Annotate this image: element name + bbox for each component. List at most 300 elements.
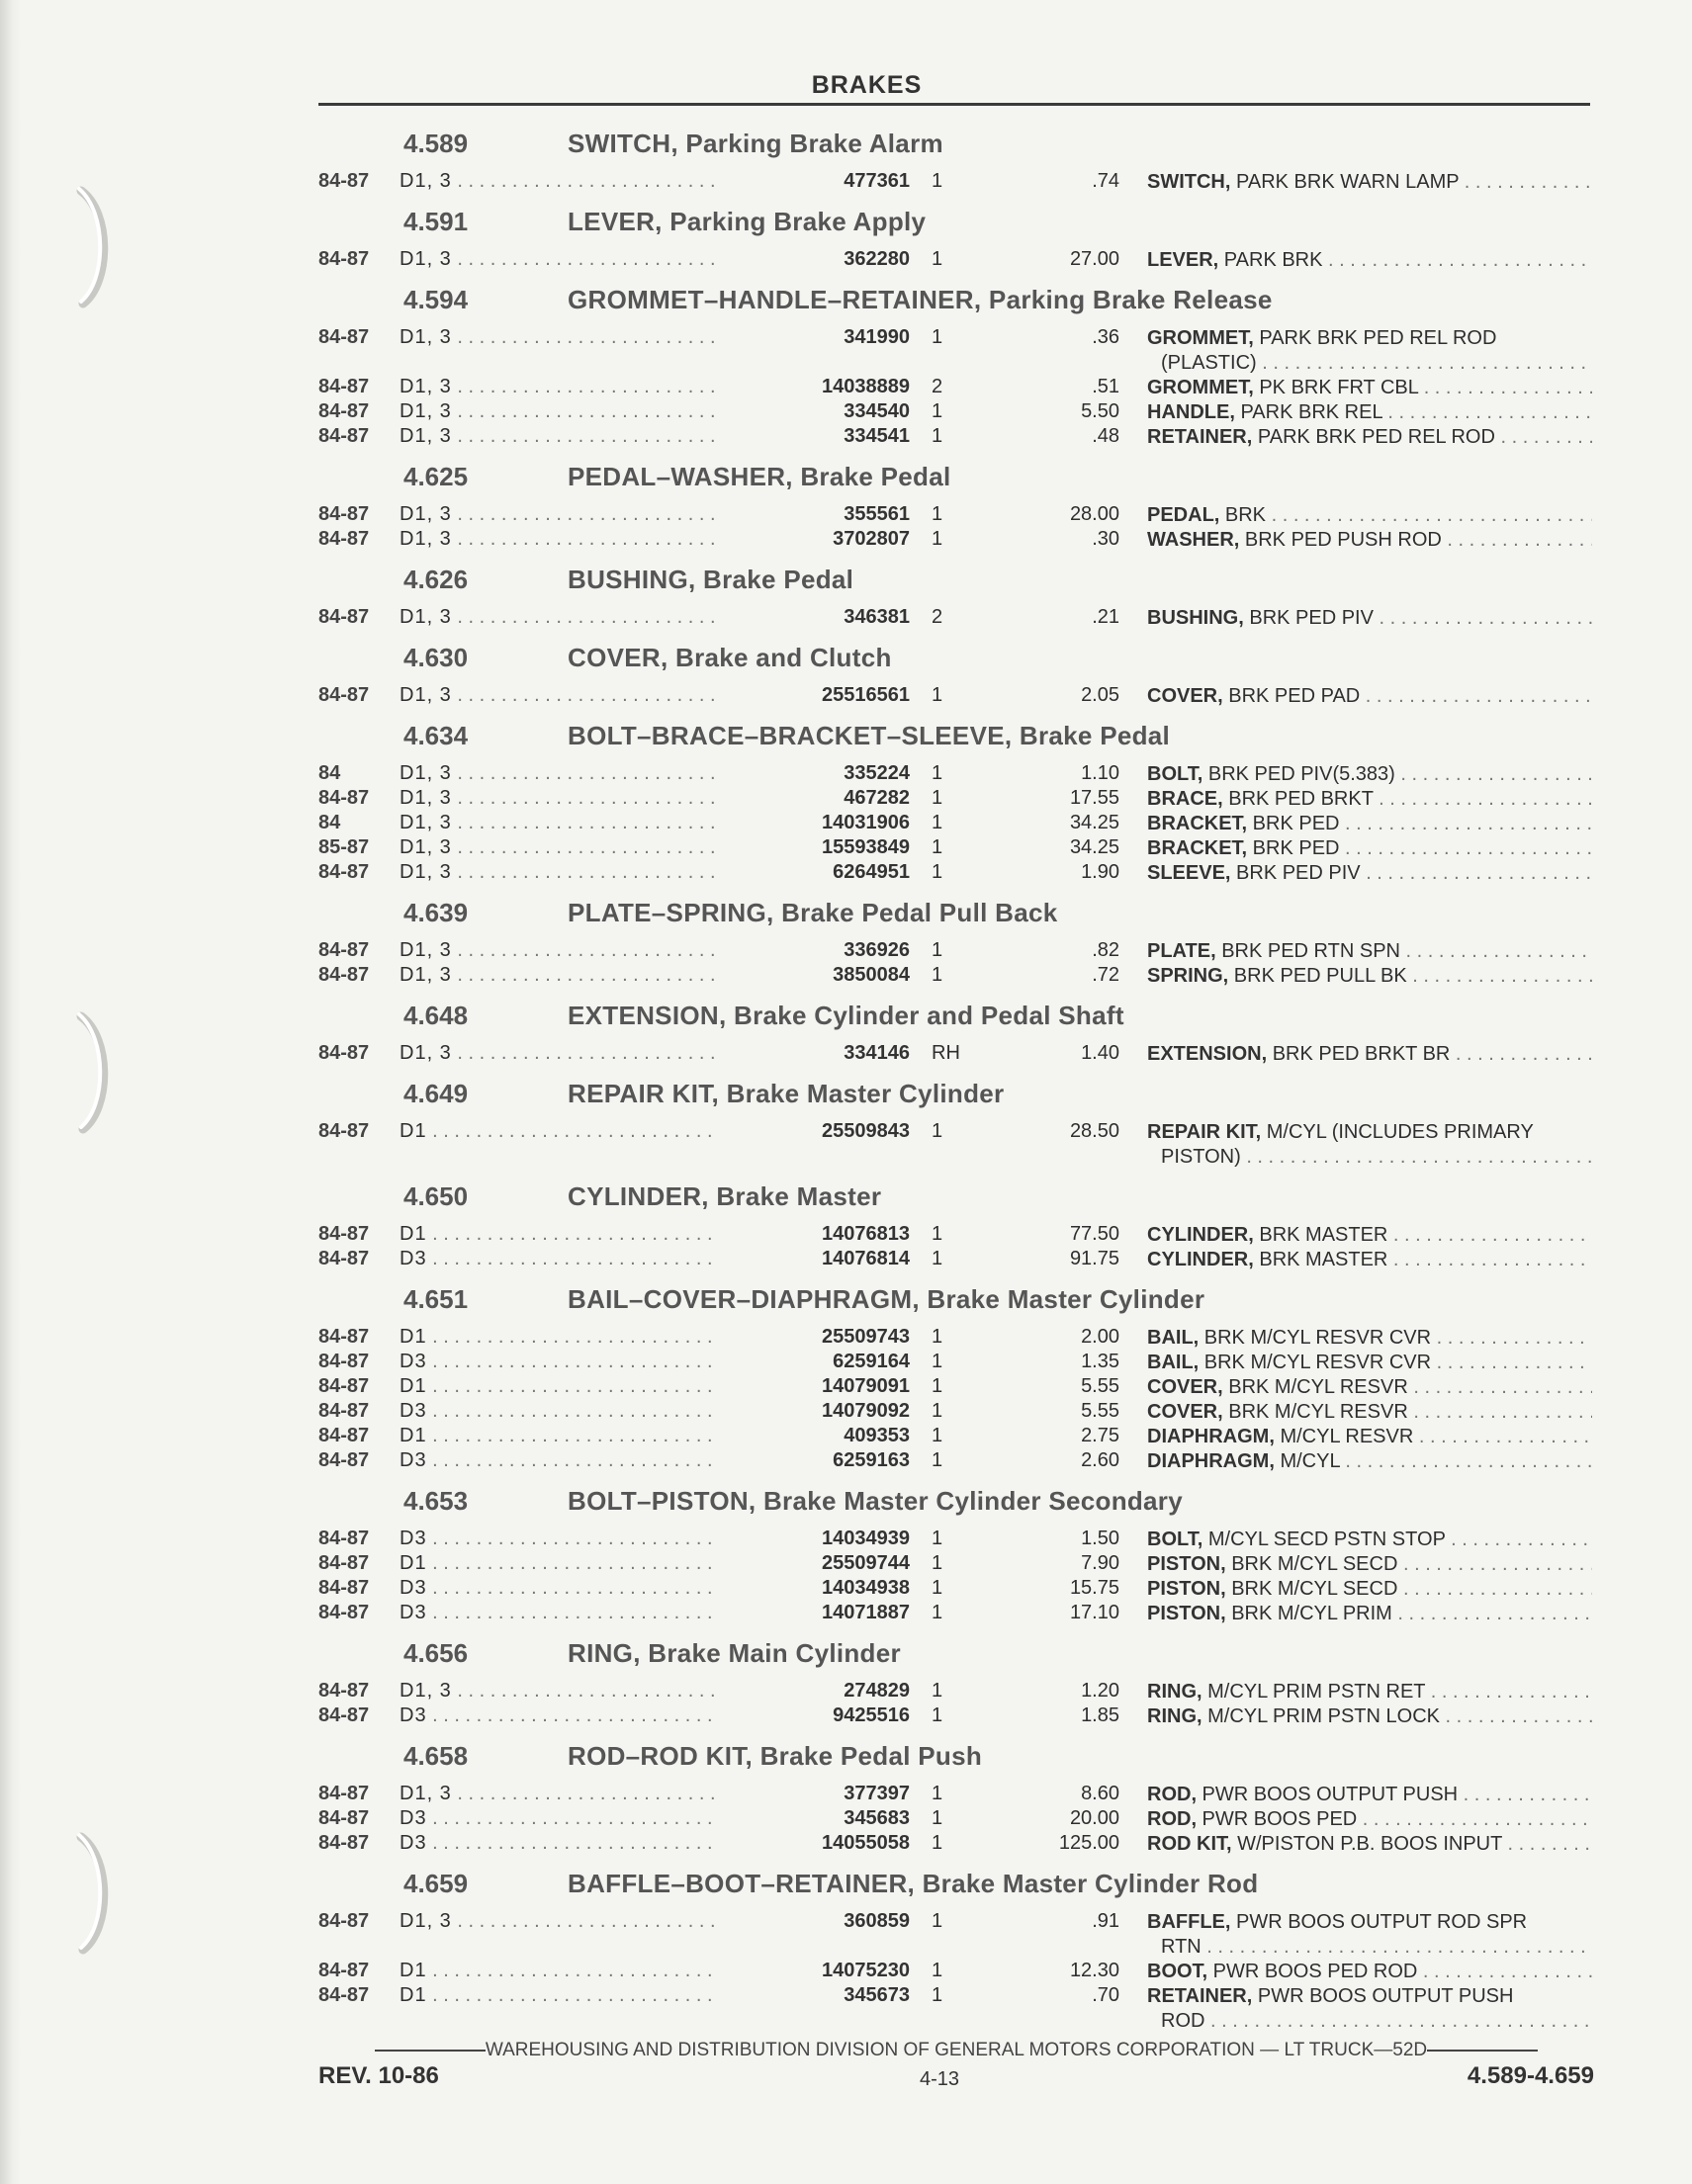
group-title: PLATE–SPRING, Brake Pedal Pull Back (568, 898, 1058, 927)
part-description (1147, 1807, 1592, 1832)
model-years: 84-87 (318, 1602, 370, 1623)
model-series: D1 . . . (400, 1984, 795, 2007)
description-continuation: PISTON) . . . (1147, 1145, 1592, 1170)
description-line (1147, 861, 1592, 886)
price: .48 (1092, 425, 1119, 447)
price: 5.55 (1081, 1375, 1119, 1397)
part-number: 14079092 (714, 1400, 910, 1423)
description-text: M/CYL PRIM PSTN LOCK (1202, 1705, 1440, 1727)
description-line (1147, 1783, 1592, 1807)
group-header (318, 1863, 1594, 1910)
description-keyword: GROMMET, (1147, 327, 1254, 349)
description-keyword: RETAINER, (1147, 426, 1253, 448)
group-number: 4.639 (403, 898, 469, 927)
part-number: 14031906 (714, 812, 910, 834)
price: .74 (1092, 170, 1119, 192)
group-title: BAIL–COVER–DIAPHRAGM, Brake Master Cylinder (568, 1284, 1205, 1314)
description-text: PARK BRK WARN LAMP (1230, 171, 1460, 193)
part-description (1147, 1400, 1592, 1425)
part-row (318, 1602, 1594, 1626)
part-number: 334540 (714, 400, 910, 423)
part-row (318, 528, 1594, 553)
model-years: 84 (318, 812, 341, 833)
model-years: 84-87 (318, 425, 370, 447)
model-series: D3 . . . (400, 1807, 795, 1830)
model-series: D1, 3 . . . (400, 939, 795, 962)
part-description (1147, 1984, 1592, 2034)
model-series: D1, 3 . . . (400, 1783, 795, 1805)
model-years: 84-87 (318, 1042, 370, 1064)
description-line (1147, 503, 1592, 528)
quantity: 1 (932, 503, 943, 525)
part-number: 477361 (714, 170, 910, 193)
description-line (1147, 1680, 1592, 1704)
price: 7.90 (1081, 1552, 1119, 1574)
description-line (1147, 1832, 1592, 1857)
part-row (318, 836, 1594, 861)
description-line (1147, 1449, 1592, 1474)
quantity: 1 (932, 1984, 943, 2006)
part-number: 274829 (714, 1680, 910, 1703)
price: 8.60 (1081, 1783, 1119, 1804)
description-line (1147, 1704, 1592, 1729)
part-description (1147, 1120, 1592, 1170)
description-text: BRK PED (1247, 837, 1340, 859)
description-text: BRK PED BRKT (1222, 788, 1374, 810)
part-description (1147, 503, 1592, 528)
description-text: M/CYL RESVR (1274, 1426, 1414, 1447)
part-row (318, 684, 1594, 709)
part-number: 360859 (714, 1910, 910, 1933)
model-series: D1, 3 . . . (400, 762, 795, 785)
description-keyword: HANDLE, (1147, 401, 1235, 423)
part-row (318, 425, 1594, 450)
model-series: D3 . . . (400, 1577, 795, 1600)
part-description (1147, 787, 1592, 812)
group-number: 4.594 (403, 285, 469, 314)
description-text: BRK MASTER (1253, 1249, 1388, 1270)
model-years: 84-87 (318, 1223, 370, 1245)
part-description (1147, 528, 1592, 553)
page-number: 4-13 (919, 2068, 960, 2090)
quantity: 1 (932, 964, 943, 986)
quantity: 1 (932, 861, 943, 883)
quantity: 1 (932, 1807, 943, 1829)
model-years: 84-87 (318, 248, 370, 270)
model-years: 84 (318, 762, 341, 784)
price: 15.75 (1069, 1577, 1119, 1599)
description-text: BRK PED PIV (1230, 862, 1361, 884)
price: 77.50 (1069, 1223, 1119, 1245)
part-row (318, 606, 1594, 631)
quantity: 1 (932, 1449, 943, 1471)
revision-label: REV. 10-86 (318, 2062, 439, 2089)
part-number: 355561 (714, 503, 910, 526)
quantity: 1 (932, 1704, 943, 1726)
model-years: 84-87 (318, 1807, 370, 1829)
description-text: BRK M/CYL RESVR CVR (1199, 1352, 1432, 1373)
group-header (318, 279, 1594, 326)
model-series: D3 . . . (400, 1449, 795, 1472)
part-group (318, 637, 1594, 715)
description-keyword: BAIL, (1147, 1327, 1200, 1349)
part-group (318, 456, 1594, 559)
part-description (1147, 425, 1592, 450)
part-number: 6259164 (714, 1351, 910, 1373)
description-line (1147, 400, 1592, 425)
part-number: 14034939 (714, 1528, 910, 1550)
part-description (1147, 1783, 1592, 1807)
price: .36 (1092, 326, 1119, 348)
quantity: 1 (932, 170, 943, 192)
part-number: 362280 (714, 248, 910, 271)
price: 27.00 (1069, 248, 1119, 270)
description-keyword: ROD KIT, (1147, 1833, 1232, 1855)
description-keyword: COVER, (1147, 1401, 1223, 1423)
description-line (1147, 248, 1592, 273)
quantity: 1 (932, 1552, 943, 1574)
part-number: 15593849 (714, 836, 910, 859)
group-number: 4.653 (403, 1486, 469, 1516)
quantity: RH (932, 1042, 960, 1064)
part-row (318, 1910, 1594, 1960)
description-text: PWR BOOS OUTPUT PUSH (1197, 1784, 1459, 1805)
quantity: 1 (932, 1120, 943, 1142)
description-keyword: GROMMET, (1147, 377, 1254, 398)
description-line (1147, 425, 1592, 450)
group-number: 4.659 (403, 1869, 469, 1898)
model-years: 84-87 (318, 1375, 370, 1397)
description-text: PWR BOOS OUTPUT ROD SPR (1230, 1911, 1528, 1933)
part-description (1147, 170, 1592, 195)
part-row (318, 939, 1594, 964)
model-series: D1, 3 . . . (400, 1910, 795, 1933)
description-text: M/CYL SECD PSTN STOP (1202, 1529, 1446, 1550)
quantity: 1 (932, 1375, 943, 1397)
description-text: BRK M/CYL RESVR (1222, 1376, 1408, 1398)
group-number: 4.649 (403, 1079, 469, 1108)
model-series: D1, 3 . . . (400, 684, 795, 707)
description-keyword: BRACE, (1147, 788, 1223, 810)
description-line (1147, 1042, 1592, 1067)
description-line (1147, 1528, 1592, 1552)
part-description (1147, 812, 1592, 836)
price: 1.50 (1081, 1528, 1119, 1549)
part-description (1147, 1425, 1592, 1449)
part-number: 14076814 (714, 1248, 910, 1270)
group-title: PEDAL–WASHER, Brake Pedal (568, 462, 951, 491)
part-group (318, 123, 1594, 201)
description-text: BRK M/CYL PRIM (1225, 1603, 1392, 1624)
part-number: 409353 (714, 1425, 910, 1447)
description-line (1147, 326, 1592, 351)
part-number: 14038889 (714, 376, 910, 398)
punch-hole (59, 183, 119, 311)
part-row (318, 1248, 1594, 1272)
part-group (318, 1278, 1594, 1480)
part-group (318, 1176, 1594, 1278)
punch-hole (59, 1829, 119, 1958)
description-text: BRK PED PULL BK (1228, 965, 1407, 987)
group-title: GROMMET–HANDLE–RETAINER, Parking Brake Release (568, 285, 1273, 314)
part-number: 335224 (714, 762, 910, 785)
group-title: LEVER, Parking Brake Apply (568, 207, 927, 236)
quantity: 1 (932, 1425, 943, 1446)
part-row (318, 1528, 1594, 1552)
model-years: 84-87 (318, 1910, 370, 1932)
description-keyword: BAIL, (1147, 1352, 1200, 1373)
quantity: 1 (932, 1528, 943, 1549)
part-row (318, 1223, 1594, 1248)
description-keyword: CYLINDER, (1147, 1224, 1254, 1246)
quantity: 1 (932, 1910, 943, 1932)
group-number: 4.656 (403, 1638, 469, 1668)
quantity: 1 (932, 400, 943, 422)
description-line (1147, 376, 1592, 400)
title-rule (318, 103, 1590, 106)
price: 2.00 (1081, 1326, 1119, 1348)
quantity: 1 (932, 1400, 943, 1422)
part-group (318, 715, 1594, 892)
description-text: PK BRK FRT CBL (1253, 377, 1419, 398)
part-description (1147, 1248, 1592, 1272)
part-row (318, 1449, 1594, 1474)
model-series: D1 . . . (400, 1375, 795, 1398)
part-row (318, 248, 1594, 273)
part-row (318, 762, 1594, 787)
description-text: PARK BRK REL (1234, 401, 1382, 423)
description-keyword: RING, (1147, 1705, 1202, 1727)
model-series: D1, 3 . . . (400, 170, 795, 193)
group-title: BOLT–BRACE–BRACKET–SLEEVE, Brake Pedal (568, 721, 1171, 750)
price: .51 (1092, 376, 1119, 397)
quantity: 1 (932, 248, 943, 270)
model-series: D3 . . . (400, 1248, 795, 1270)
model-series: D1, 3 . . . (400, 425, 795, 448)
description-text: PWR BOOS OUTPUT PUSH (1252, 1985, 1514, 2007)
part-row (318, 964, 1594, 989)
model-years: 84-87 (318, 326, 370, 348)
part-number: 334541 (714, 425, 910, 448)
description-line (1147, 787, 1592, 812)
description-line (1147, 1960, 1592, 1984)
quantity: 1 (932, 326, 943, 348)
price: 1.10 (1081, 762, 1119, 784)
price: 1.35 (1081, 1351, 1119, 1372)
model-years: 84-87 (318, 528, 370, 550)
part-description (1147, 684, 1592, 709)
part-number: 3702807 (714, 528, 910, 551)
description-keyword: SLEEVE, (1147, 862, 1231, 884)
description-line (1147, 1602, 1592, 1626)
model-years: 84-87 (318, 1400, 370, 1422)
price: 28.00 (1069, 503, 1119, 525)
price: 125.00 (1058, 1832, 1119, 1854)
part-group (318, 559, 1594, 637)
model-years: 84-87 (318, 606, 370, 628)
quantity: 1 (932, 1577, 943, 1599)
quantity: 1 (932, 787, 943, 809)
price: 2.05 (1081, 684, 1119, 706)
quantity: 1 (932, 762, 943, 784)
model-series: D3 . . . (400, 1351, 795, 1373)
group-title: BUSHING, Brake Pedal (568, 565, 854, 594)
price: .70 (1092, 1984, 1119, 2006)
description-keyword: REPAIR KIT, (1147, 1121, 1262, 1143)
group-title: SWITCH, Parking Brake Alarm (568, 129, 943, 158)
description-line (1147, 1400, 1592, 1425)
model-years: 84-87 (318, 1528, 370, 1549)
description-text: M/CYL (INCLUDES PRIMARY (1261, 1121, 1534, 1143)
part-row (318, 1425, 1594, 1449)
quantity: 1 (932, 1223, 943, 1245)
price: 2.60 (1081, 1449, 1119, 1471)
group-title: RING, Brake Main Cylinder (568, 1638, 901, 1668)
part-row (318, 1832, 1594, 1857)
group-header (318, 1073, 1594, 1120)
description-line (1147, 964, 1592, 989)
group-number: 4.658 (403, 1741, 469, 1771)
description-text: M/CYL PRIM PSTN RET (1202, 1681, 1426, 1703)
description-line (1147, 1807, 1592, 1832)
model-series: D1, 3 . . . (400, 400, 795, 423)
price: 91.75 (1069, 1248, 1119, 1269)
model-series: D3 . . . (400, 1528, 795, 1550)
page-title: BRAKES (811, 71, 923, 99)
part-row (318, 1680, 1594, 1704)
price: .30 (1092, 528, 1119, 550)
description-line (1147, 1248, 1592, 1272)
model-series: D3 . . . (400, 1704, 795, 1727)
description-keyword: RETAINER, (1147, 1985, 1253, 2007)
description-keyword: ROD, (1147, 1784, 1197, 1805)
model-series: D3 . . . (400, 1602, 795, 1624)
part-row (318, 1807, 1594, 1832)
group-header (318, 201, 1594, 248)
part-row (318, 1704, 1594, 1729)
model-series: D1 . . . (400, 1552, 795, 1575)
price: .72 (1092, 964, 1119, 986)
description-keyword: SPRING, (1147, 965, 1229, 987)
description-keyword: PLATE, (1147, 940, 1216, 962)
description-text: BRK PED RTN SPN (1215, 940, 1400, 962)
price: 12.30 (1069, 1960, 1119, 1981)
price: 5.55 (1081, 1400, 1119, 1422)
model-years: 84-87 (318, 1449, 370, 1471)
part-number: 467282 (714, 787, 910, 810)
part-description (1147, 1832, 1592, 1857)
price: 1.90 (1081, 861, 1119, 883)
model-years: 84-87 (318, 1680, 370, 1702)
group-number: 4.626 (403, 565, 469, 594)
model-series: D1, 3 . . . (400, 836, 795, 859)
description-line (1147, 1577, 1592, 1602)
quantity: 1 (932, 1602, 943, 1623)
group-number: 4.651 (403, 1284, 469, 1314)
quantity: 1 (932, 1832, 943, 1854)
model-years: 84-87 (318, 684, 370, 706)
description-text: PARK BRK PED REL ROD (1253, 327, 1497, 349)
model-years: 84-87 (318, 1960, 370, 1981)
part-row (318, 1960, 1594, 1984)
quantity: 1 (932, 528, 943, 550)
model-series: D1, 3 . . . (400, 528, 795, 551)
description-line (1147, 606, 1592, 631)
group-title: CYLINDER, Brake Master (568, 1181, 882, 1211)
section-range: 4.589-4.659 (1467, 2062, 1594, 2089)
group-header (318, 637, 1594, 684)
description-keyword: DIAPHRAGM, (1147, 1426, 1275, 1447)
description-text: BRK M/CYL SECD (1225, 1553, 1398, 1575)
part-number: 14034938 (714, 1577, 910, 1600)
model-years: 84-87 (318, 1120, 370, 1142)
group-header (318, 715, 1594, 762)
part-row (318, 1984, 1594, 2034)
price: 34.25 (1069, 812, 1119, 833)
part-group (318, 1632, 1594, 1735)
price: .82 (1092, 939, 1119, 961)
description-keyword: BRACKET, (1147, 837, 1248, 859)
group-number: 4.591 (403, 207, 469, 236)
part-number: 345673 (714, 1984, 910, 2007)
model-years: 84-87 (318, 1326, 370, 1348)
part-number: 6264951 (714, 861, 910, 884)
part-description (1147, 1042, 1592, 1067)
description-text: BRK PED PIV (1243, 607, 1374, 629)
part-row (318, 326, 1594, 376)
model-series: D1, 3 . . . (400, 606, 795, 629)
description-keyword: PISTON, (1147, 1603, 1226, 1624)
group-title: ROD–ROD KIT, Brake Pedal Push (568, 1741, 983, 1771)
model-years: 84-87 (318, 376, 370, 397)
quantity: 1 (932, 1783, 943, 1804)
price: 17.55 (1069, 787, 1119, 809)
model-years: 84-87 (318, 964, 370, 986)
description-keyword: DIAPHRAGM, (1147, 1450, 1275, 1472)
description-continuation: (PLASTIC) . . . (1147, 351, 1592, 376)
part-group (318, 1480, 1594, 1632)
part-description (1147, 1910, 1592, 1960)
part-row (318, 1783, 1594, 1807)
description-keyword: PISTON, (1147, 1553, 1226, 1575)
description-line (1147, 1351, 1592, 1375)
model-series: D1, 3 . . . (400, 376, 795, 398)
binder-edge (0, 0, 22, 2184)
group-title: REPAIR KIT, Brake Master Cylinder (568, 1079, 1005, 1108)
quantity: 1 (932, 1680, 943, 1702)
part-description (1147, 964, 1592, 989)
part-row (318, 1400, 1594, 1425)
group-title: BOLT–PISTON, Brake Master Cylinder Secondary (568, 1486, 1183, 1516)
part-description (1147, 376, 1592, 400)
part-group (318, 1735, 1594, 1863)
model-years: 84-87 (318, 1704, 370, 1726)
part-description (1147, 248, 1592, 273)
footer-publisher-text: WAREHOUSING AND DISTRIBUTION DIVISION OF GENERAL MOTORS CORPORATION — LT TRUCK—52D (485, 2040, 1428, 2060)
description-keyword: BOLT, (1147, 1529, 1203, 1550)
model-years: 84-87 (318, 170, 370, 192)
group-header (318, 559, 1594, 606)
model-years: 84-87 (318, 1248, 370, 1269)
part-number: 6259163 (714, 1449, 910, 1472)
description-keyword: COVER, (1147, 1376, 1223, 1398)
description-text: BRK PED PUSH ROD (1239, 529, 1442, 551)
part-row (318, 400, 1594, 425)
part-row (318, 1351, 1594, 1375)
price: 5.50 (1081, 400, 1119, 422)
part-group (318, 892, 1594, 995)
part-number: 25516561 (714, 684, 910, 707)
